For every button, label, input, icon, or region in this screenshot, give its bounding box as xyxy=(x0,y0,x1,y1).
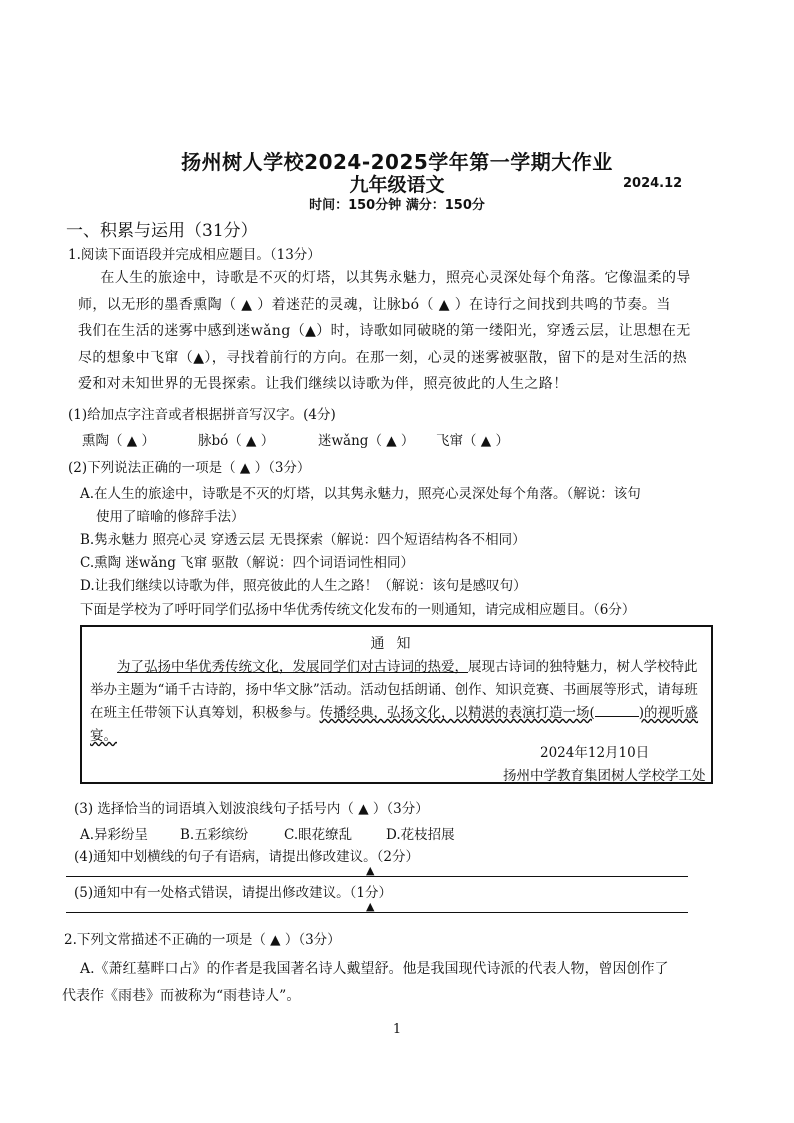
option-a-cont: 使用了暗喻的修辞手法） xyxy=(96,509,245,525)
time-and-score: 时间：150分钟 满分：150分 xyxy=(309,198,485,213)
answer-blank-xuntao: 熏陶（ ▲ ） xyxy=(82,433,155,449)
passage-line: 爱和对未知世界的无畏探索。让我们继续以诗歌为伴，照亮彼此的人生之路！ xyxy=(78,376,568,392)
notice-body xyxy=(90,656,702,748)
option-d: D.让我们继续以诗歌为伴，照亮彼此的人生之路！（解说：该句是感叹句） xyxy=(80,578,527,594)
wavy-sentence: 传播经典，弘扬文化，以精湛的表演打造一场( xyxy=(319,705,595,721)
option-b: B.隽永魅力 照亮心灵 穿透云层 无畏探索（解说：四个短语结构各不相同） xyxy=(80,532,526,548)
q3-option-b: B.五彩缤纷 xyxy=(180,827,249,843)
notice-text: 展现古诗词的独特魅力，树人学校特此举办主题为“诵千古诗韵，扬中华文脉”活动。活动包括朗诵、创作、知识竞赛、书画展等形式，请每班在班主任带领下认真筹划，积极参与。 xyxy=(90,659,698,721)
answer-line xyxy=(66,876,688,877)
question-1-2-stem: (2)下列说法正确的一项是（ ▲ ）（3分） xyxy=(68,460,311,476)
exam-title: 扬州树人学校2024-2025学年第一学期大作业 xyxy=(181,150,613,174)
section-heading: 一、积累与运用（31分） xyxy=(66,221,258,241)
option-a: A.在人生的旅途中，诗歌是不灭的灯塔，以其隽永魅力，照亮心灵深处每个角落。（解说：该句 xyxy=(80,486,641,502)
reading-passage xyxy=(78,265,706,398)
exam-date: 2024.12 xyxy=(623,176,683,191)
option-c: C.熏陶 迷wǎng 飞窜 驱散（解说：四个词语词性相同） xyxy=(80,555,414,571)
question-3-stem: (3) 选择恰当的词语填入划波浪线句子括号内（ ▲ ）（3分） xyxy=(74,801,429,817)
notice-issuer: 扬州中学教育集团树人学校学工处 xyxy=(503,768,706,784)
answer-line xyxy=(66,912,688,913)
q2-option-a-cont: 代表作《雨巷》而被称为“雨巷诗人”。 xyxy=(62,988,301,1004)
answer-blank-miwang: 迷wǎng（ ▲ ） xyxy=(318,433,415,449)
notice-title: 通知 xyxy=(370,636,423,652)
notice-date: 2024年12月10日 xyxy=(540,745,650,761)
q3-option-c: C.眼花缭乱 xyxy=(284,827,353,843)
question-1-1-stem: (1)给加点字注音或者根据拼音写汉字。(4分) xyxy=(68,407,336,423)
question-5-stem: (5)通知中有一处格式错误，请提出修改建议。（1分） xyxy=(74,885,392,901)
page-number: 1 xyxy=(392,1022,402,1037)
exam-subtitle: 九年级语文 xyxy=(349,174,445,196)
answer-marker: ▲ xyxy=(366,864,375,877)
underlined-sentence: 为了弘扬中华优秀传统文化，发展同学们对古诗词的热爱， xyxy=(117,659,468,675)
passage-line: 师，以无形的墨香熏陶（ ▲ ）着迷茫的灵魂，让脉bó（ ▲ ）在诗行之间找到共鸣的节奏。当 xyxy=(78,296,671,313)
question-4-stem: (4)通知中划横线的句子有语病，请提出修改建议。（2分） xyxy=(74,849,419,865)
answer-blank-maibo: 脉bó（ ▲ ） xyxy=(198,433,275,449)
q2-option-a: A.《萧红墓畔口占》的作者是我国著名诗人戴望舒。他是我国现代诗派的代表人物，曾因创作了 xyxy=(80,961,669,977)
q3-option-d: D.花枝招展 xyxy=(386,827,455,843)
answer-blank-feicuan: 飞窜（ ▲ ） xyxy=(436,433,509,449)
question-2-stem: 2.下列文常描述不正确的一项是（ ▲ ）（3分） xyxy=(64,932,341,948)
answer-marker: ▲ xyxy=(366,900,375,913)
question-1-stem: 1.阅读下面语段并完成相应题目。（13分） xyxy=(68,247,321,263)
passage-line: 我们在生活的迷雾中感到迷wǎng（▲）时，诗歌如同破晓的第一缕阳光，穿透云层，让思想在无 xyxy=(78,323,691,339)
q3-option-a: A.异彩纷呈 xyxy=(80,827,149,843)
fill-blank xyxy=(595,716,639,717)
passage-line: 尽的想象中飞窜（▲），寻找着前行的方向。在那一刻，心灵的迷雾被驱散，留下的是对生活的热 xyxy=(78,349,687,366)
wavy-sentence-end: )的视听盛宴。 xyxy=(90,705,699,744)
notice-lead: 下面是学校为了呼吁同学们弘扬中华优秀传统文化发布的一则通知，请完成相应题目。（6分） xyxy=(80,602,636,618)
passage-line: 在人生的旅途中，诗歌是不灭的灯塔，以其隽永魅力，照亮心灵深处每个角落。它像温柔的导 xyxy=(100,270,691,286)
